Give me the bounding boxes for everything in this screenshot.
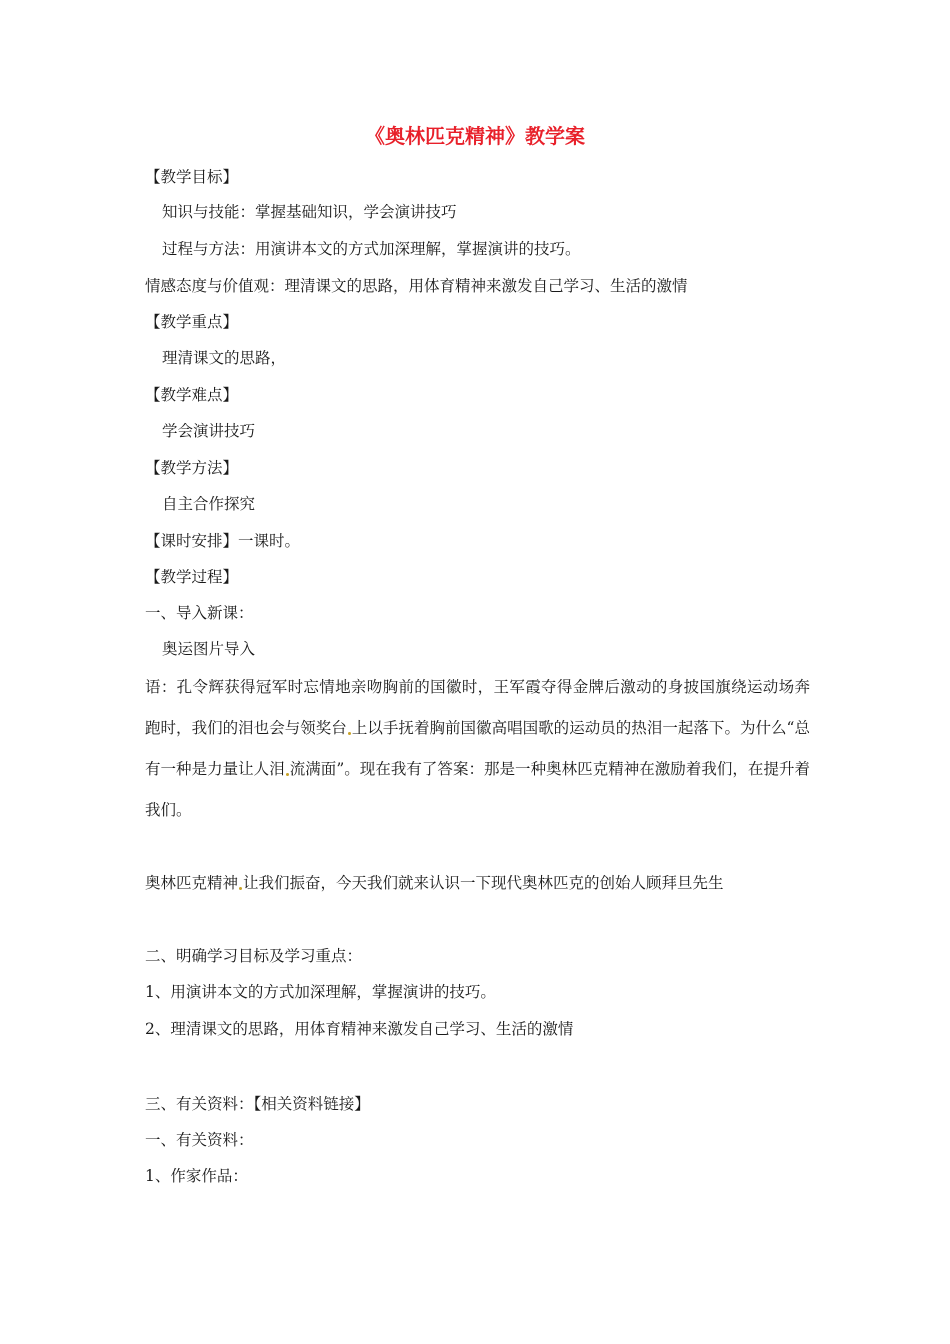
difficulty-heading: 【教学难点】 — [145, 386, 239, 404]
difficulty-text: 学会演讲技巧 — [162, 422, 256, 440]
olympic-text-part2: 让我们振奋，今天我们就来认识一下现代奥林匹克的创始人顾拜旦先生 — [243, 874, 724, 892]
process-heading: 【教学过程】 — [145, 568, 239, 586]
document-title: 《奥林匹克精神》教学案 — [365, 124, 585, 148]
method-text: 自主合作探究 — [162, 495, 256, 513]
speech-text-part2: 上以手抚着胸前国徽高唱国歌的运动员的热泪一起落下。为什么“总有一种是力量让人泪 — [145, 719, 810, 778]
intro-heading: 一、导入新课： — [145, 604, 254, 622]
section2-heading: 二、明确学习目标及学习重点： — [145, 947, 363, 965]
speech-text-part3: 流满面”。现在我有了答案：那是一种奥林匹克精神在激励着我们，在提升着我们。 — [145, 760, 810, 819]
method-heading: 【教学方法】 — [145, 459, 239, 477]
key-point-text: 理清课文的思路， — [162, 349, 287, 367]
section2-item2: 2、理清课文的思路，用体育精神来激发自己学习、生活的激情 — [145, 1020, 574, 1038]
speech-text-part1: 语：孔令辉获得冠军时忘情地亲吻胸前的国徽时，王军霞夺得金牌后激动的身披国旗绕运动场奔跑时，我们的泪也会与领奖台 — [145, 678, 810, 737]
section3-subheading: 一、有关资料： — [145, 1131, 254, 1149]
intro-subheading: 奥运图片导入 — [162, 640, 256, 658]
key-point-heading: 【教学重点】 — [145, 313, 239, 331]
goals-heading: 【教学目标】 — [145, 168, 239, 186]
emphasis-dot — [286, 773, 289, 776]
olympic-paragraph — [145, 872, 724, 894]
emphasis-dot — [239, 887, 242, 890]
goal-emotion: 情感态度与价值观：理清课文的思路，用体育精神来激发自己学习、生活的激情 — [145, 277, 688, 295]
goal-process: 过程与方法：用演讲本文的方式加深理解，掌握演讲的技巧。 — [162, 240, 581, 258]
section3-heading: 三、有关资料：【相关资料链接】 — [145, 1095, 370, 1113]
emphasis-dot — [348, 732, 351, 735]
section3-item1: 1、作家作品： — [145, 1167, 248, 1185]
olympic-text-part1: 奥林匹克精神 — [145, 874, 239, 892]
schedule-line: 【课时安排】一课时。 — [145, 532, 301, 550]
goal-knowledge: 知识与技能：掌握基础知识，学会演讲技巧 — [162, 203, 457, 221]
speech-paragraph — [145, 667, 810, 831]
section2-item1: 1、用演讲本文的方式加深理解，掌握演讲的技巧。 — [145, 983, 496, 1001]
